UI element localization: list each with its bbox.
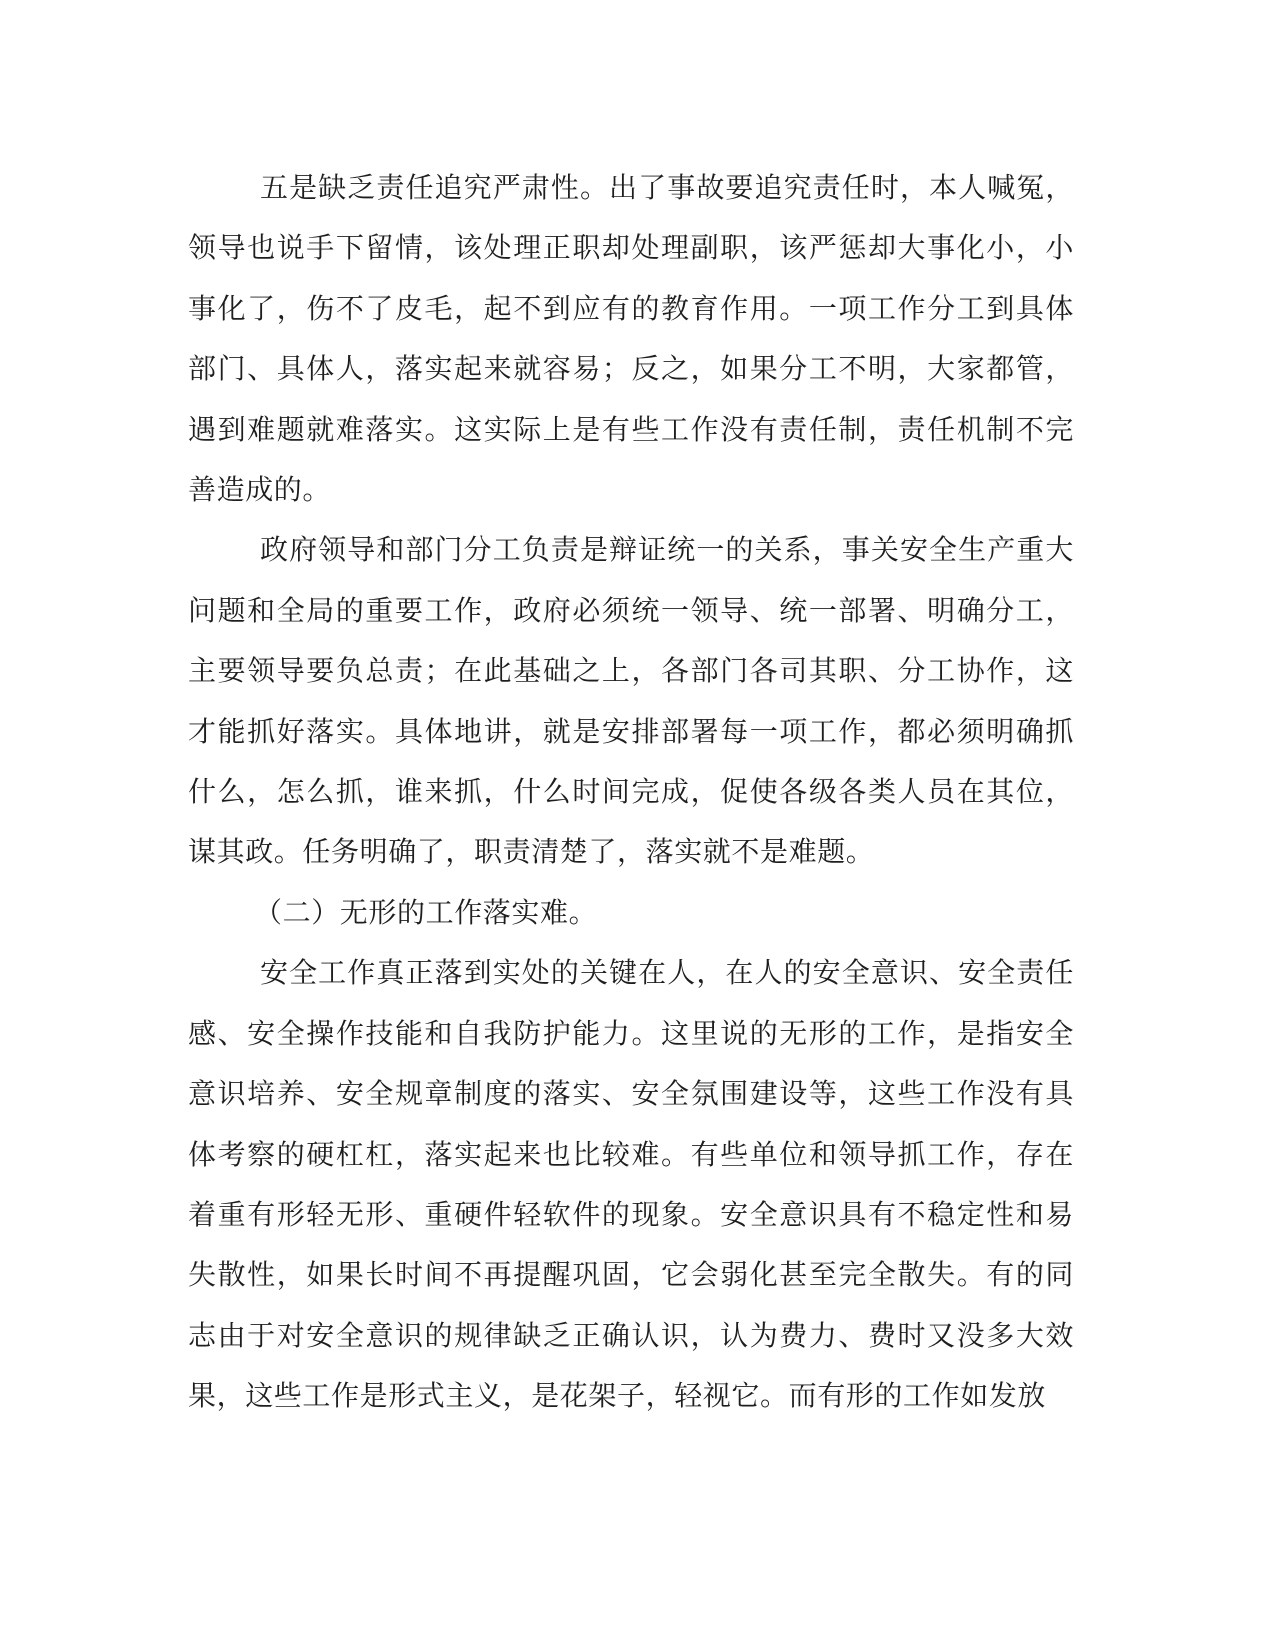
paragraph-accountability: 五是缺乏责任追究严肃性。出了事故要追究责任时，本人喊冤，领导也说手下留情，该处理正职却处理副职，该严惩却大事化小，小事化了，伤不了皮毛，起不到应有的教育作用。一项工作分工到具体部门、具体人，落实起来就容易；反之，如果分工不明，大家都管，遇到难题就难落实。这实际上是有些工作没有责任制，责任机制不完善造成的。	[188, 171, 1074, 507]
section-heading: （二）无形的工作落实难。	[254, 895, 598, 929]
document-body	[188, 158, 1074, 1427]
paragraph-intangible-work: 安全工作真正落到实处的关键在人，在人的安全意识、安全责任感、安全操作技能和自我防护能力。这里说的无形的工作，是指安全意识培养、安全规章制度的落实、安全氛围建设等，这些工作没有具体考察的硬杠杠，落实起来也比较难。有些单位和领导抓工作，存在着重有形轻无形、重硬件轻软件的现象。安全意识具有不稳定性和易失散性，如果长时间不再提醒巩固，它会弱化甚至完全散失。有的同志由于对安全意识的规律缺乏正确认识，认为费力、费时又没多大效果，这些工作是形式主义，是花架子，轻视它。而有形的工作如发放	[188, 956, 1074, 1413]
paragraph-division-of-duties: 政府领导和部门分工负责是辩证统一的关系，事关安全生产重大问题和全局的重要工作，政府必须统一领导、统一部署、明确分工，主要领导要负总责；在此基础之上，各部门各司其职、分工协作，这才能抓好落实。具体地讲，就是安排部署每一项工作，都必须明确抓什么，怎么抓，谁来抓，什么时间完成，促使各级各类人员在其位，谋其政。任务明确了，职责清楚了，落实就不是难题。	[188, 533, 1074, 869]
